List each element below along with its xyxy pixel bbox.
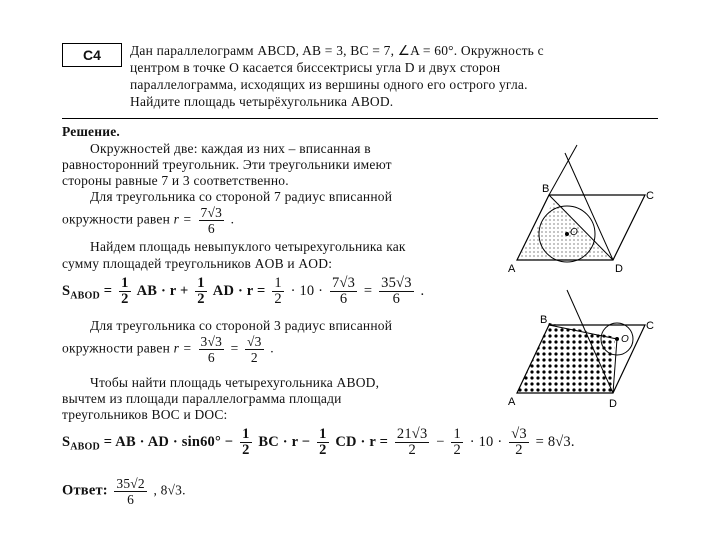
answer-label: Ответ: (62, 482, 108, 499)
formula-2 (62, 427, 575, 458)
fig1-center-point (565, 232, 569, 236)
f2-lhs: S (62, 433, 71, 450)
f1-frac5-num: 35√3 (381, 275, 412, 291)
f2-frac3-den: 2 (408, 442, 416, 458)
f2-frac5-den: 2 (515, 442, 523, 458)
f1-lhs-sub: ABOD (70, 290, 100, 302)
f1-lhs: S (62, 282, 71, 299)
f1-frac2-den: 2 (197, 291, 205, 307)
f2-term3: CD · r = (335, 433, 389, 450)
fig2-shaded-quadrilateral (517, 323, 615, 393)
f1-frac4-den: 6 (339, 291, 348, 307)
f1-frac4-num: 7√3 (332, 275, 356, 291)
f1-eq2: = (363, 282, 373, 299)
f1-frac5 (379, 276, 414, 307)
para4-eq: = (230, 340, 239, 356)
para4-frac2-den: 2 (250, 350, 258, 365)
para3-line2: сумму площадей треугольников AOB и AOD: (62, 256, 333, 271)
f2-frac3 (395, 427, 430, 458)
para4-prefix: окружности равен (62, 340, 171, 356)
header-divider (62, 118, 658, 119)
f2-term1: = AB · AD · sin60° − (103, 433, 234, 450)
f2-frac4 (451, 427, 462, 458)
figure-2 (505, 285, 665, 415)
fig2-label-d: D (609, 398, 617, 410)
para3-line1: Найдем площадь невыпуклого четырехугольника как (90, 239, 406, 254)
problem-line-3: параллелограмма, исходящих из вершины одного его острого угла. (130, 77, 528, 92)
f2-frac3-num: 21√3 (396, 426, 428, 442)
para1-line2: равносторонний треугольник. Эти треугольники имеют (62, 157, 392, 172)
para2-r-lhs: r = (173, 211, 192, 227)
answer-sep: , (153, 482, 158, 498)
answer-num: 35√2 (116, 476, 145, 491)
f1-frac3-den: 2 (274, 291, 282, 307)
formula-1 (62, 276, 424, 307)
para2-end: . (230, 211, 235, 227)
solution-title: Решение. (62, 124, 120, 139)
para4-frac2-num: √3 (247, 334, 262, 349)
para1-line1: Окружностей две: каждая из них – вписанная в (90, 141, 371, 156)
f2-frac2-num: 1 (319, 426, 327, 442)
f1-frac3-num: 1 (274, 275, 282, 291)
para4-radius-line (62, 334, 274, 365)
f1-frac2 (195, 276, 206, 307)
f1-term1: AB · r + (136, 282, 189, 299)
fig1-label-d: D (615, 263, 623, 275)
f1-frac3 (272, 276, 283, 307)
f1-frac2-num: 1 (197, 275, 205, 291)
f2-term2: BC · r − (258, 433, 311, 450)
problem-line-1: Дан параллелограмм ABCD, AB = 3, BC = 7, ∠A = 60°. Окружность с (130, 43, 544, 58)
f2-frac2-den: 2 (319, 442, 327, 458)
f2-frac4-num: 1 (453, 426, 461, 442)
fig2-center-point (615, 337, 619, 341)
f2-term5: = 8√3. (535, 433, 575, 450)
fig1-label-b: B (542, 183, 550, 195)
para2-fraction-den: 6 (207, 221, 215, 236)
f1-term3: · 10 · (290, 282, 324, 299)
para2-fraction-num: 7√3 (200, 205, 223, 220)
para5-line2: вычтем из площади параллелограмма площади (62, 391, 342, 406)
answer-fraction (114, 476, 146, 507)
fig1-label-o: O (570, 227, 578, 238)
answer-second: 8√3. (160, 482, 186, 498)
para4-line1: Для треугольника со стороной 3 радиус вписанной (90, 318, 393, 333)
problem-line-4: Найдите площадь четырёхугольника ABOD. (130, 94, 394, 109)
para4-frac1 (199, 334, 225, 365)
para2-radius-line (62, 205, 234, 236)
f2-frac1-den: 2 (242, 442, 250, 458)
para2-line1: Для треугольника со стороной 7 радиус вписанной (90, 189, 393, 204)
para5-line3: треугольников BOC и DOC: (62, 407, 228, 422)
f1-frac1 (119, 276, 130, 307)
f1-end: . (420, 282, 425, 299)
para4-frac1-num: 3√3 (200, 334, 223, 349)
f2-frac5-num: √3 (511, 426, 527, 442)
f2-frac1-num: 1 (242, 426, 250, 442)
fig2-label-o: O (621, 334, 629, 345)
para5-line1: Чтобы найти площадь четырехугольника ABOD, (90, 375, 380, 390)
f2-frac2 (317, 427, 328, 458)
problem-number-label: C4 (62, 43, 122, 67)
para4-frac2 (245, 334, 264, 365)
para2-prefix: окружности равен (62, 211, 171, 227)
answer-den: 6 (127, 492, 135, 507)
f2-minus: − (436, 433, 445, 450)
f1-eq: = (103, 282, 113, 299)
f2-term4: · 10 · (469, 433, 503, 450)
f1-frac5-den: 6 (392, 291, 401, 307)
fig2-label-c: C (646, 320, 654, 332)
f2-lhs-sub: ABOD (70, 441, 100, 453)
f1-frac1-num: 1 (121, 275, 129, 291)
answer-line (62, 476, 186, 507)
fig2-label-b: B (540, 314, 548, 326)
para2-fraction (199, 205, 225, 236)
f2-frac5 (509, 427, 529, 458)
f1-frac4 (330, 276, 357, 307)
para1-line3: стороны равные 7 и 3 соответственно. (62, 173, 289, 188)
figure-1 (505, 135, 665, 280)
f1-term2: AD · r = (212, 282, 266, 299)
problem-line-2: центром в точке O касается биссектрисы угла D и двух сторон (130, 60, 501, 75)
para4-frac1-den: 6 (207, 350, 215, 365)
f2-frac1 (240, 427, 251, 458)
fig1-label-c: C (646, 190, 654, 202)
fig2-label-a: A (508, 396, 516, 408)
f2-frac4-den: 2 (453, 442, 461, 458)
f1-frac1-den: 2 (121, 291, 129, 307)
para4-r-lhs: r = (173, 340, 192, 356)
para4-end: . (270, 340, 274, 356)
fig1-label-a: A (508, 263, 516, 275)
